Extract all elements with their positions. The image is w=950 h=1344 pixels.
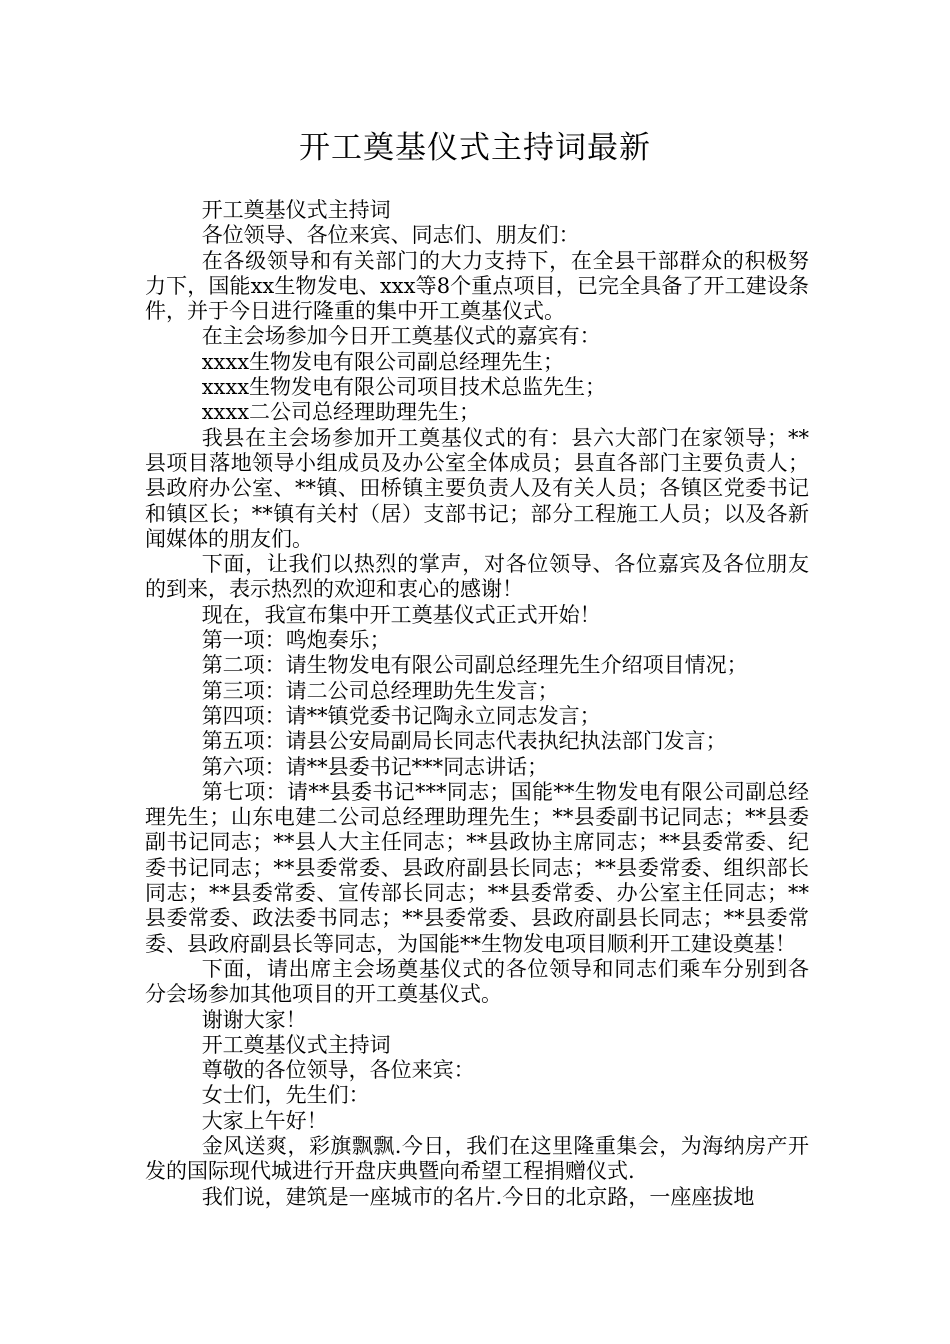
paragraph: 女士们，先生们： [201,1083,370,1108]
paragraph: 第三项：请二公司总经理助先生发言； [201,678,559,703]
paragraph: 第七项：请**县委书记***同志；国能**生物发电有限公司副总经理先生；山东电建二公司总经理助理先生；**县委副书记同志；**县委副书记同志；**县人大主任同志；**县政协主席同志；**县委常委、纪委书记同志；**县委常委、县政府副县长同志；**县委常委、组织部长同志；**县委常委、宣传部长同志；**县委常委、办公室主任同志；**县委常委、政法委书同志；**县委常委、县政府副县长同志；**县委常委、县政府副县长等同志，为国能**生物发电项目顺利开工建设奠基！ [145,779,809,956]
paragraph: 在主会场参加今日开工奠基仪式的嘉宾有： [201,324,601,349]
document-title: 开工奠基仪式主持词最新 [299,130,651,166]
paragraph: 下面，让我们以热烈的掌声，对各位领导、各位嘉宾及各位朋友的到来，表示热烈的欢迎和衷心的感谢！ [145,552,809,602]
paragraph: 金风送爽，彩旗飘飘.今日，我们在这里隆重集会，为海纳房产开发的国际现代城进行开盘庆典暨向希望工程捐赠仪式. [145,1133,809,1184]
paragraph: 现在，我宣布集中开工奠基仪式正式开始！ [201,602,601,627]
paragraph: xxxx生物发电有限公司项目技术总监先生； [201,375,607,400]
paragraph: 尊敬的各位领导，各位来宾： [201,1058,475,1083]
paragraph: 我们说，建筑是一座城市的名片.今日的北京路，一座座拔地 [201,1184,755,1209]
paragraph: xxxx生物发电有限公司副总经理先生； [201,349,565,374]
paragraph: 第一项：鸣炮奏乐； [201,628,391,653]
paragraph: 开工奠基仪式主持词 [201,1032,391,1057]
paragraph: 第二项：请生物发电有限公司副总经理先生介绍项目情况； [201,653,748,678]
paragraph: 谢谢大家！ [201,1007,307,1032]
document-body [145,198,809,1210]
paragraph: 第五项：请县公安局副局长同志代表执纪执法部门发言； [201,729,727,754]
paragraph: 各位领导、各位来宾、同志们、朋友们： [201,223,580,248]
paragraph: 下面，请出席主会场奠基仪式的各位领导和同志们乘车分别到各分会场参加其他项目的开工奠基仪式。 [145,956,809,1007]
paragraph: 我县在主会场参加开工奠基仪式的有：县六大部门在家领导；**县项目落地领导小组成员及办公室全体成员；县直各部门主要负责人；县政府办公室、**镇、田桥镇主要负责人及有关人员；各镇区党委书记和镇区长；**镇有关村（居）支部书记；部分工程施工人员；以及各新闻媒体的朋友们。 [145,425,809,551]
paragraph: 第四项：请**镇党委书记陶永立同志发言； [201,703,601,728]
paragraph: 开工奠基仪式主持词 [201,198,391,222]
paragraph: 在各级领导和有关部门的大力支持下，在全县干部群众的积极努力下，国能xx生物发电、xxx等8个重点项目，已完全具备了开工建设条件，并于今日进行隆重的集中开工奠基仪式。 [145,248,809,324]
paragraph: 大家上午好！ [201,1108,328,1133]
paragraph: xxxx二公司总经理助理先生； [201,400,481,425]
paragraph: 第六项：请**县委书记***同志讲话； [201,754,549,779]
